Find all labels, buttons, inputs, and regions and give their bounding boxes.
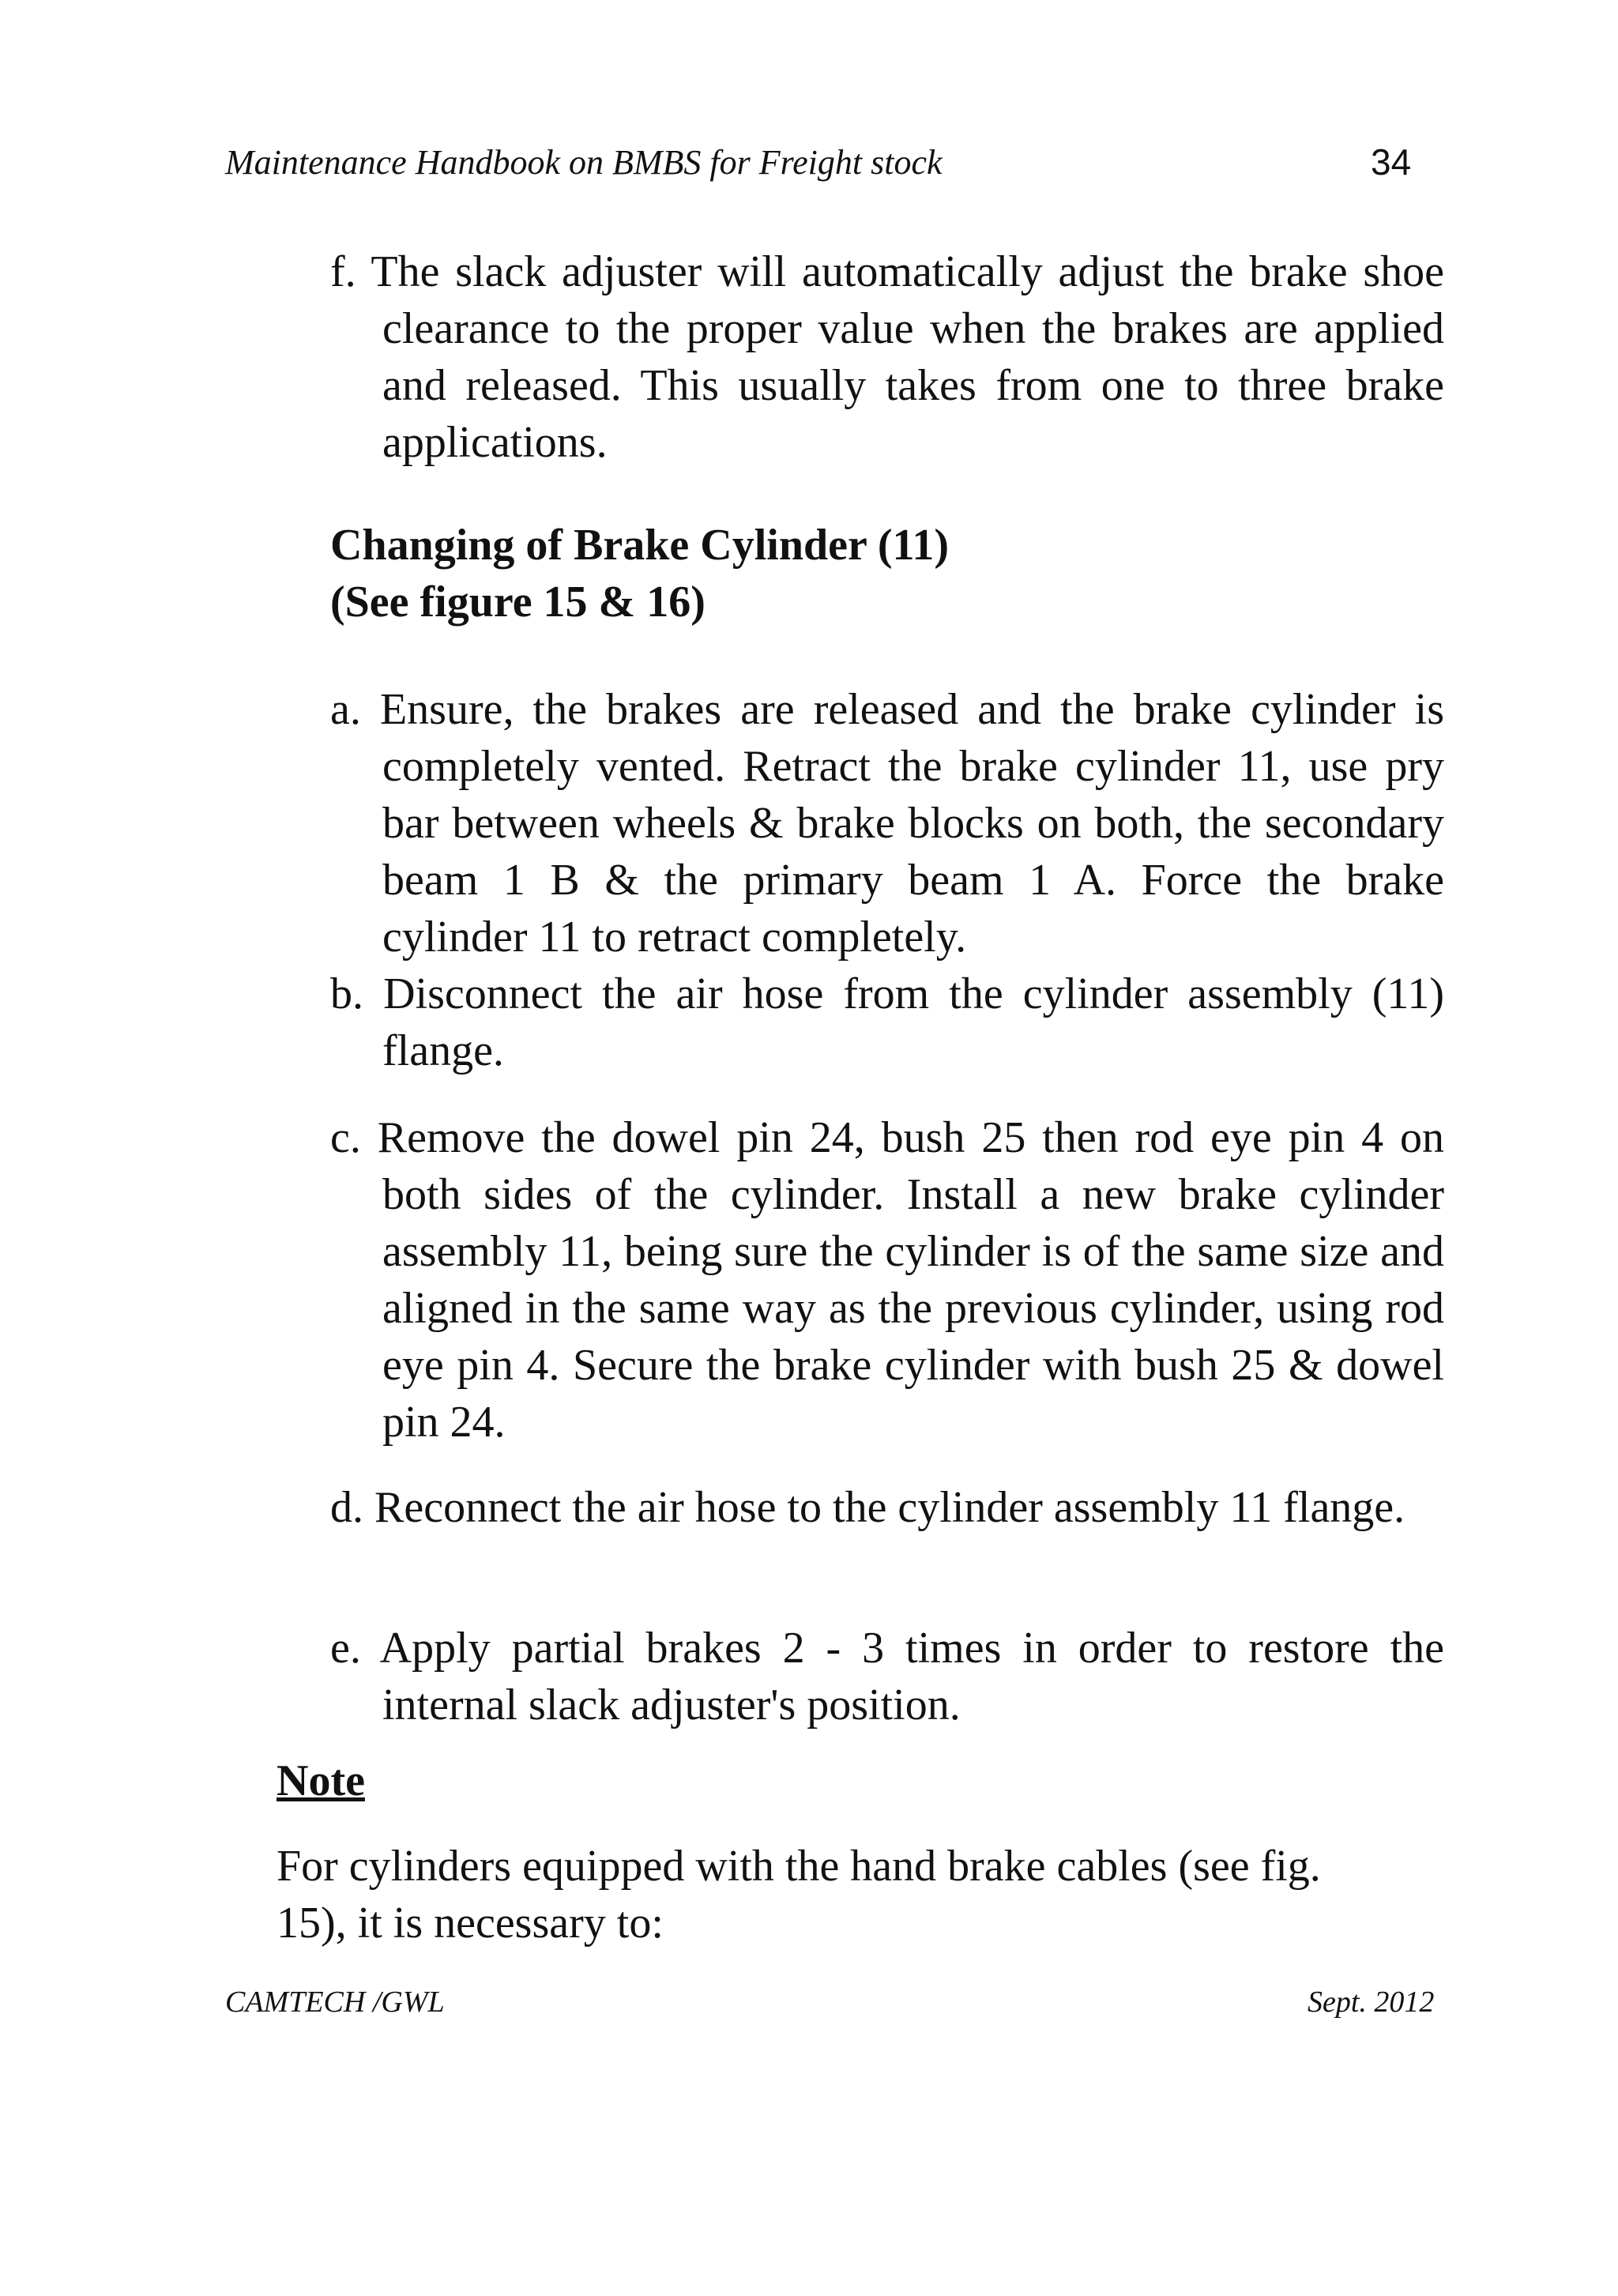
section-subheading: (See figure 15 & 16) — [330, 578, 706, 627]
note-text: For cylinders equipped with the hand brake cables (see fig. 15), it is necessary to: — [277, 1842, 1321, 1948]
note-heading: Note — [277, 1756, 365, 1805]
page-header-title: Maintenance Handbook on BMBS for Freight stock — [225, 143, 943, 182]
step-e: e. Apply partial brakes 2 - 3 times in order to restore the internal slack adjuster's position. — [330, 1624, 1444, 1730]
step-b: b. Disconnect the air hose from the cylinder assembly (11) flange. — [330, 969, 1444, 1075]
section-heading: Changing of Brake Cylinder (11) — [330, 521, 950, 570]
page-number: 34 — [1371, 141, 1412, 183]
footer-left: CAMTECH /GWL — [225, 1985, 445, 2019]
step-a: a. Ensure, the brakes are released and the brake cylinder is completely vented. Retract the brake cylinder 11, use pry bar between wheels & brake blocks on both, the secondary beam 1 B & the primary beam 1 A. Force the brake cylinder 11 to retract completely. — [330, 685, 1444, 962]
list-item-f: f. The slack adjuster will automatically adjust the brake shoe clearance to the proper value when the brakes are applied and released. This usually takes from one to three brake applications. — [330, 247, 1444, 467]
footer-right: Sept. 2012 — [1308, 1985, 1435, 2019]
step-d: d. Reconnect the air hose to the cylinder assembly 11 flange. — [330, 1483, 1405, 1532]
step-c: c. Remove the dowel pin 24, bush 25 then rod eye pin 4 on both sides of the cylinder. Install a new brake cylinder assembly 11, being sure the cylinder is of the same size and aligned in the same way as the previous cylinder, using rod eye pin 4. Secure the brake cylinder with bush 25 & dowel pin 24. — [330, 1113, 1444, 1447]
